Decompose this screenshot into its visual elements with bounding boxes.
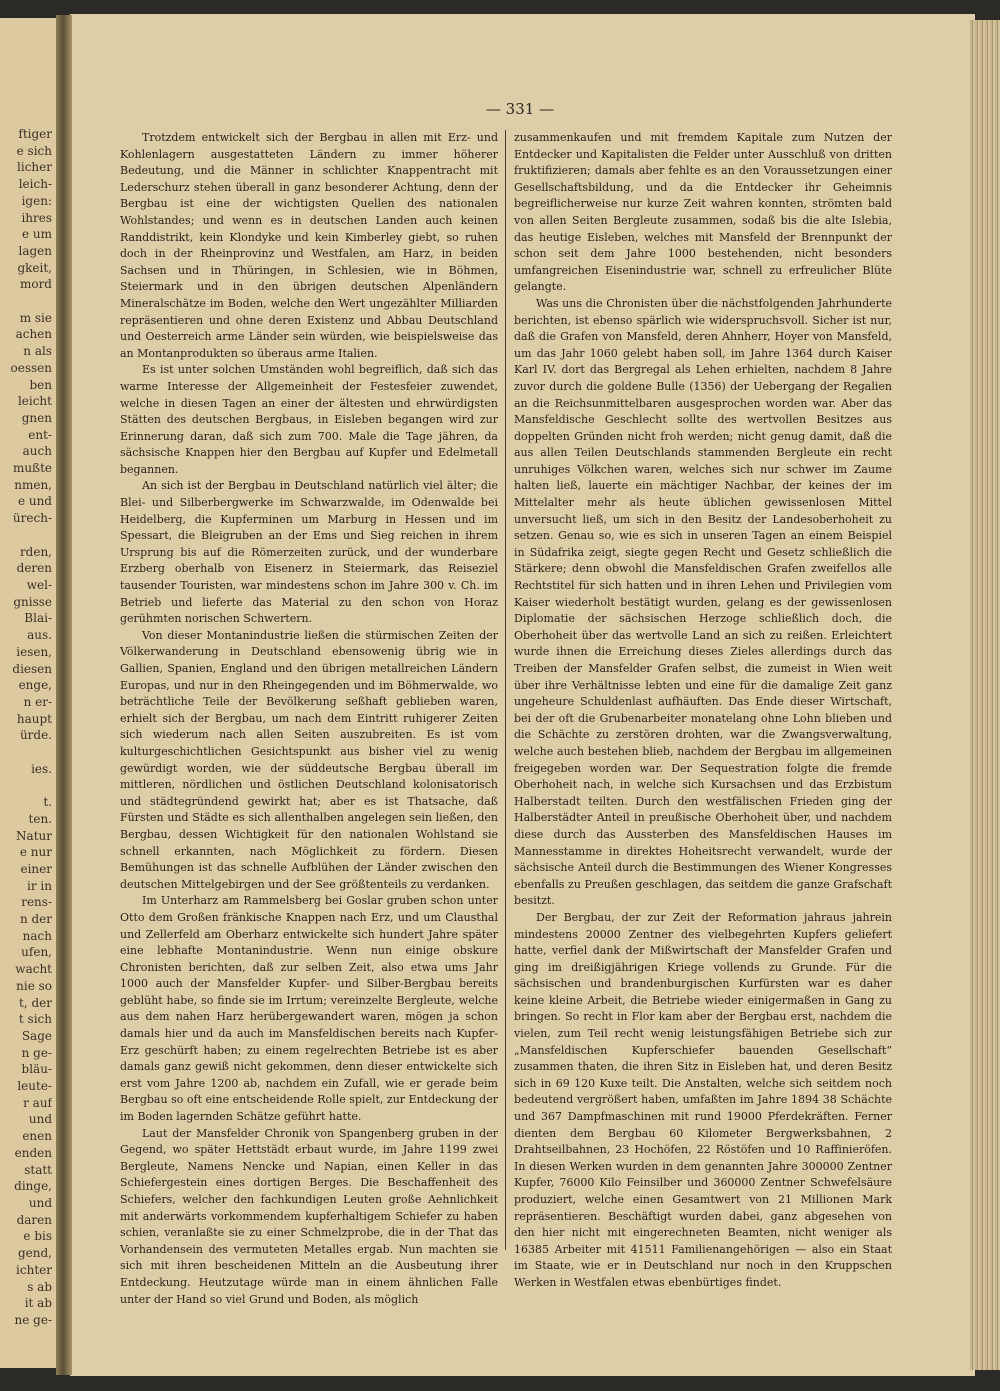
margin-fragment: gkeit,: [17, 260, 52, 275]
margin-fragment: e um: [21, 227, 52, 242]
margin-fragment: Blai-: [24, 611, 52, 626]
margin-fragment: mord: [19, 277, 52, 292]
margin-fragment: e nur: [19, 845, 52, 860]
margin-fragment: ürde.: [19, 728, 52, 743]
book-gutter: [56, 15, 72, 1375]
margin-fragment: oessen: [10, 360, 52, 375]
paragraph: Im Unterharz am Rammelsberg bei Goslar gruben schon unter Otto dem Großen fränkische Knappen nach Erz, und um Clausthal und Zellerfeld am Oberharz entwickelte sich hundert Jahre später eine lebhafte Montanindustrie. Wenn nun einige obskure Chronisten berichten, daß zur selben Zeit, also etwa ums Jahr 1000 auch der Mansfelder Kupfer- und Silber-Bergbau bereits geblüht habe, so finde sie im Irrtum; vereinzelte Bergleute, welche aus dem nahen Harz herübergewandert waren, mögen ja schon damals hier und da auch im Mansfeldischen bereits nach Kupfer-Erz geschürft haben; zu einem regelrechten Betriebe ist es aber damals ganz gewiß nicht gekommen, denn dieser entwickelte sich erst vom Jahre 1200 ab, nachdem ein Zufall, wie er gerade beim Bergbau so oft eine entscheidende Rolle spielt, zur Entdeckung der im Boden lagernden Schätze geführt hatte.: [120, 894, 498, 1124]
margin-fragment: it ab: [24, 1296, 52, 1311]
paragraph: zusammenkaufen und mit fremdem Kapitale zum Nutzen der Entdecker und Kapitalisten die Felder unter Ausschluß von dritten fruktifizieren; damals aber fehlte es an den Voraussetzungen einer Gesellschaftsbildung, und da die Entdecker ihr Geheimnis begreiflicherweise nur kurze Zeit wahren konnten, strömten bald von allen Seiten Bergleute zusammen, sodaß bis die alte Islebia, das heutige Eisleben, welches mit Mansfeld der Brennpunkt der schon seit dem Jahre 1000 bestehenden, nicht besonders umfangreichen Eisenindustrie war, schnell zu erfreulicher Blüte gelangte.: [514, 131, 892, 294]
margin-fragment: ent-: [28, 427, 52, 442]
paragraph: Von dieser Montanindustrie ließen die stürmischen Zeiten der Völkerwanderung in Deutschland ebensowenig übrig wie in Gallien, Spanien, England und den übrigen metallreichen Ländern Europas, und nur in den Rheingegenden und im Böhmerwalde, wo beträchtliche Teile der Bevölkerung seßhaft geblieben waren, erhielt sich der Bergbau, um nach dem Eintritt ruhigerer Zeiten sich wiederum nach allen Seiten auszubreiten. Es ist vom kulturgeschichtlichen Gesichtspunkt aus bisher viel zu wenig gewürdigt worden, wie der süddeutsche Bergbau überall im mittleren, nördlichen und östlichen Deutschland kolonisatorisch und städtegründend gewirkt hat; aber es ist Thatsache, daß Fürsten und Städte es sich allenthalben angelegen sein ließen, den Bergbau, dessen Wichtigkeit für den nationalen Wohlstand sie schnell erkannten, nach Möglichkeit zu fördern. Diesen Bemühungen ist das schnelle Aufblühen der Länder zwischen den deutschen Mittelgebirgen und der See größtenteils zu verdanken.: [120, 628, 498, 891]
margin-fragment: n der: [19, 912, 52, 927]
margin-fragment: nie so: [16, 978, 52, 993]
page-number: — 331 —: [485, 100, 555, 118]
column-divider: [505, 130, 506, 1250]
paragraph: Laut der Mansfelder Chronik von Spangenberg gruben in der Gegend, wo später Hettstädt erbaut wurde, im Jahre 1199 zwei Bergleute, Namens Nencke und Napian, einen Keller in das Schiefergestein eines dortigen Berges. Die Beschaffenheit des Schiefers, welcher den fachkundigen Leuten große Aehnlichkeit mit anderwärts vorkommendem kupferhaltigem Schiefer zu haben schien, veranlaßte sie zu einer Schmelzprobe, die in der That das Vorhandensein des vermuteten Metalles ergab. Nun machten sie sich mit ihren bescheidenen Mitteln an die Ausbeutung ihrer Entdeckung. Heutzutage würde man in einem ähnlichen Falle unter der Hand so viel Grund und Boden, als möglich: [120, 1126, 498, 1306]
margin-fragment: bläu-: [21, 1062, 52, 1077]
margin-fragment: iesen,: [16, 644, 52, 659]
margin-fragment: wel-: [26, 577, 52, 592]
margin-fragment: auch: [22, 444, 52, 459]
page-edges: [970, 20, 1000, 1370]
margin-fragment: haupt: [16, 711, 52, 726]
margin-fragment: t sich: [18, 1012, 52, 1027]
right-text-column: [514, 130, 892, 1292]
margin-fragment: ichter: [16, 1262, 52, 1277]
margin-fragment: Natur: [16, 828, 52, 843]
paragraph: Was uns die Chronisten über die nächstfolgenden Jahrhunderte berichten, ist ebenso spärlich wie widerspruchsvoll. Sicher ist nur, daß die Grafen von Mansfeld, deren Ahnherr, Hoyer von Mansfeld, um das Jahr 1060 gelebt haben soll, im Jahre 1364 durch Kaiser Karl IV. dort das Bergregal als Lehen erhielten, nachdem 8 Jahre zuvor durch die goldene Bulle (1356) der Uebergang der Regalien an die Reichsunmittelbaren ausgesprochen worden war. Aber das Mansfeldische Geschlecht sollte des wertvollen Besitzes aus doppelten Gründen nicht froh werden; nicht genug damit, daß die aus allen Teilen Deutschlands stammenden Bergleute ein recht unruhiges Völkchen waren, welches sich nur schwer im Zaume halten ließ, lauerte ein mächtiger Nachbar, der keines der im Mittelalter mehr als heute üblichen gewissenlosen Mittel unversucht ließ, um sich in den Besitz der Landesoberhoheit zu setzen. Genau so, wie es sich in unseren Tagen an einem Beispiel in Südafrika zeigt, siegte gegen Recht und Gesetz schließlich die Stärkere; denn obwohl die Mansfeldischen Grafen zweifellos alle Rechtstitel für sich hatten und in ihren Lehen und Privilegien vom Kaiser wiederholt bestätigt wurden, gelang es der gewissenlosen Diplomatie der sächsischen Herzoge schließlich doch, die Oberhoheit über das wertvolle Land an sich zu reißen. Erleichtert wurde ihnen die Erreichung dieses Zieles allerdings durch das Treiben der Mansfelder Grafen selbst, die zumeist in Wien weit über ihre Verhältnisse lebten und eine für die damalige Zeit ganz ungeheure Schuldenlast aufhäuften. Das Ende dieser Wirtschaft, bei der oft die Grubenarbeiter monatelang ohne Lohn blieben und die Schächte zu zerstören drohten, war die Zwangsverwaltung, welche auch bestehen blieb, nachdem der Bergbau im allgemeinen freigegeben worden war. Der Sequestration folgte die fremde Oberhoheit nach, in welche sich Kursachsen und das Erzbistum Halberstadt teilten. Durch den westfälischen Frieden ging der Halberstädter Anteil in preußische Oberhoheit über, und nachdem diese durch das Aussterben des Mansfeldischen Hauses im Mannesstamme in direktes Hoheitsrecht verwandelt, wurde der sächsische Anteil durch die Bestimmungen des Wiener Kongresses ebenfalls zu Preußen geschlagen, das seitdem die ganze Grafschaft besitzt.: [514, 296, 892, 908]
margin-fragment: m sie: [19, 310, 52, 325]
margin-fragment: t, der: [19, 995, 52, 1010]
margin-fragment: ürech-: [12, 511, 52, 526]
margin-fragment: gnisse: [13, 594, 52, 609]
margin-fragment: ufen,: [21, 945, 52, 960]
margin-fragment: leich-: [18, 177, 52, 192]
margin-fragment: deren: [16, 561, 52, 576]
margin-fragment: gend,: [17, 1246, 52, 1261]
margin-fragment: gnen: [21, 410, 52, 425]
margin-fragment: licher: [17, 160, 52, 175]
margin-fragment: r auf: [23, 1095, 52, 1110]
paragraph: Der Bergbau, der zur Zeit der Reformation jahraus jahrein mindestens 20000 Zentner des vielbegehrten Kupfers geliefert hatte, verfiel dank der Mißwirtschaft der Mansfelder Grafen und ging im dreißigjährigen Kriege vollends zu Grunde. Für die sächsischen und brandenburgischen Kurfürsten war es daher keine kleine Arbeit, die Betriebe wieder einigermaßen in Gang zu bringen. So recht in Flor kam aber der Bergbau erst, nachdem die vielen, zum Teil recht wenig leistungsfähigen Betriebe sich zur „Mansfeldischen Kupferschiefer bauenden Gesellschaft“ zusammen thaten, die ihren Sitz in Eisleben hat, und deren Besitz sich in 69 120 Kuxe teilt. Die Anstalten, welche sich seitdem noch bedeutend vergrößert haben, umfaßten im Jahre 1894 38 Schächte und 367 Dampfmaschinen mit rund 19000 Pferdekräften. Ferner dienten dem Bergbau 60 Kilometer Bergwerksbahnen, 2 Drahtseilbahnen, 23 Hochöfen, 22 Röstöfen und 10 Raffinieröfen. In diesen Werken wurden in dem genannten Jahre 300000 Zentner Kupfer, 76000 Kilo Feinsilber und 360000 Zentner Schwefelsäure produziert, welche einen Gesamtwert von 21 Millionen Mark repräsentieren. Beschäftigt wurden dabei, ganz abgesehen von den hier nicht mit eingerechneten Beamten, nicht weniger als 16385 Arbeiter mit 41511 Familienangehörigen — also ein Staat im Staate, wie er in Deutschland nur noch in den Kruppschen Werken in Westfalen etwas ebenbürtiges findet.: [514, 910, 892, 1289]
paragraph: An sich ist der Bergbau in Deutschland natürlich viel älter; die Blei- und Silberbergwerke im Schwarzwalde, im Odenwalde bei Heidelberg, die Kupferminen um Marburg in Hessen und im Spessart, die Bleigruben an der Ems und Sieg reichen in ihrem Ursprung bis auf die Römerzeiten zurück, und der wunderbare Erzberg oberhalb von Eisenerz in Steiermark, das Reiseziel tausender Touristen, war mindestens schon im Jahre 300 v. Ch. im Betrieb und lieferte das Material zu den schon von Horaz gerühmten norischen Schwertern.: [120, 479, 498, 626]
margin-fragment: enen: [22, 1129, 52, 1144]
margin-fragment: n ge-: [21, 1045, 52, 1060]
margin-fragment: rden,: [19, 544, 52, 559]
margin-fragment: ftiger: [18, 127, 52, 141]
margin-fragment: aus.: [27, 628, 52, 643]
margin-fragment: ies.: [31, 761, 52, 776]
margin-fragment: ten.: [28, 811, 52, 826]
margin-fragment: e sich: [16, 143, 52, 158]
facing-page-fragments: [0, 126, 58, 1329]
margin-fragment: leute-: [17, 1079, 52, 1094]
left-text-column: [120, 130, 498, 1308]
facing-page: [0, 18, 58, 1368]
paragraph: Trotzdem entwickelt sich der Bergbau in allen mit Erz- und Kohlenlagern ausgestatteten Ländern zu immer höherer Bedeutung, und die Männer in schlichter Knappentracht mit Lederschurz stehen überall in ganz besonderer Achtung, denn der Bergbau ist eine der wichtigsten Quellen des nationalen Wohlstandes; und wenn es in deutschen Landen auch keinen Randdistrikt, kein Klondyke und kein Kimberley giebt, so ruhen doch in der Rheinprovinz und Westfalen, am Harz, in beiden Sachsen und in Thüringen, in Schlesien, wie in Böhmen, Steiermark und in den übrigen deutschen Alpenländern Mineralschätze im Boden, welche den Wert ungezählter Milliarden repräsentieren und ohne deren Existenz und Abbau Deutschland und Oesterreich arme Länder sein würden, wie beispielsweise das an Montanprodukten so überaus arme Italien.: [120, 131, 498, 360]
margin-fragment: einer: [20, 861, 52, 876]
margin-fragment: leicht: [17, 394, 52, 409]
margin-fragment: rens-: [21, 895, 52, 910]
margin-fragment: enge,: [18, 678, 52, 693]
margin-fragment: [0, 777, 52, 794]
margin-fragment: ben: [29, 377, 52, 392]
margin-fragment: nach: [22, 928, 52, 943]
margin-fragment: ihres: [21, 210, 52, 225]
margin-fragment: enden: [14, 1145, 52, 1160]
margin-fragment: n er-: [23, 694, 52, 709]
margin-fragment: wacht: [15, 962, 52, 977]
margin-fragment: [0, 527, 52, 544]
margin-fragment: und: [28, 1196, 52, 1210]
margin-fragment: und: [28, 1112, 52, 1127]
margin-fragment: ir in: [27, 878, 52, 893]
margin-fragment: n als: [23, 344, 52, 359]
margin-fragment: achen: [15, 327, 52, 342]
margin-fragment: lagen: [18, 243, 52, 258]
margin-fragment: e bis: [23, 1229, 52, 1244]
margin-fragment: s ab: [27, 1279, 52, 1294]
margin-fragment: Sage: [21, 1028, 52, 1043]
margin-fragment: statt: [24, 1162, 52, 1177]
margin-fragment: mußte: [12, 461, 52, 476]
margin-fragment: [0, 293, 52, 310]
margin-fragment: ne ge-: [14, 1312, 52, 1327]
margin-fragment: diesen: [12, 661, 52, 676]
margin-fragment: igen:: [21, 193, 52, 208]
margin-fragment: e und: [17, 494, 52, 509]
margin-fragment: t.: [43, 795, 52, 810]
margin-fragment: daren: [16, 1212, 52, 1227]
margin-fragment: nmen,: [14, 477, 52, 492]
margin-fragment: dinge,: [14, 1179, 52, 1194]
paragraph: Es ist unter solchen Umständen wohl begreiflich, daß sich das warme Interesse der Allgemeinheit der Festesfeier zuwendet, welche in diesen Tagen an einer der ältesten und ehrwürdigsten Stätten des deutschen Bergbaus, in Eisleben begangen wird zur Erinnerung daran, daß sich zum 700. Male die Tage jähren, da sächsische Knappen hier den Bergbau auf Kupfer und Edelmetall begannen.: [120, 363, 498, 476]
margin-fragment: [0, 744, 52, 761]
